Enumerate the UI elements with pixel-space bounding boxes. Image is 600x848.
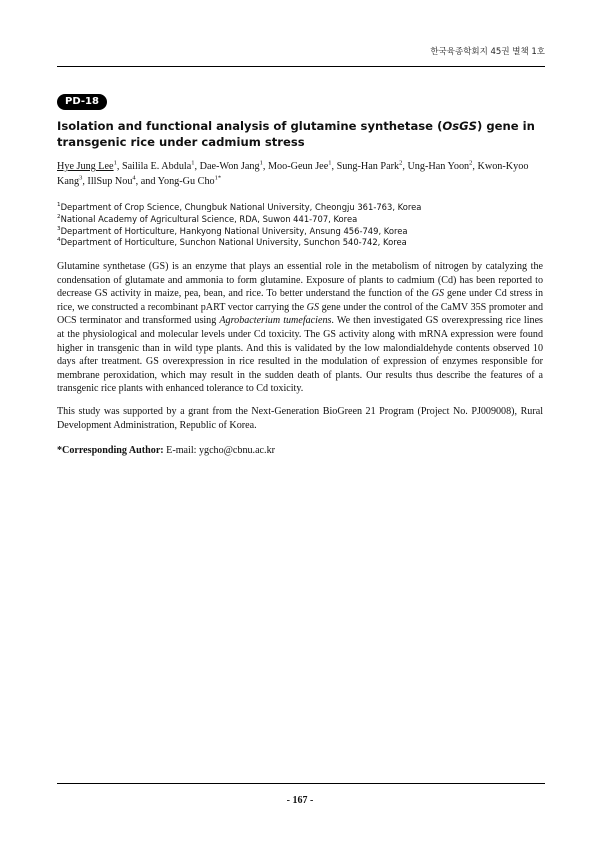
author-affiliation-marker: 2 — [469, 159, 473, 167]
affiliation-text: Department of Crop Science, Chungbuk National University, Cheongju 361-763, Korea — [60, 202, 422, 212]
abstract-text-4: . We then investigated GS overexpressing rice lines at the physiological and molecular levels under Cd toxicity. The GS activity along with mRNA expression were found higher in transgenic than in wild type plants. And this is validated by the low malondialdehyde contents observed 10 days after treatment. GS overexpression in rice resulted in the modulation of expression of enzymes responsible for membrane peroxidation, which may result in the sudden death of plants. Our results thus describe the features of a transgenic rice plants with enhanced tolerance to Cd toxicity. — [57, 315, 543, 395]
author-affiliation-marker: 2 — [399, 159, 403, 167]
affiliation-number: 4 — [57, 237, 61, 244]
affiliation-text: Department of Horticulture, Hankyong National University, Ansung 456-749, Korea — [60, 225, 408, 236]
author-name: Kwon-Kyoo Kang — [57, 161, 529, 187]
author-affiliation-marker: 1 — [259, 159, 263, 167]
affiliation-text: Department of Horticulture, Sunchon National University, Sunchon 540-742, Korea — [60, 237, 407, 248]
corresponding-author-email: E-mail: ygcho@cbnu.ac.kr — [163, 445, 275, 456]
abstract-id-badge: PD-18 — [57, 94, 107, 110]
author-separator: , — [116, 161, 122, 172]
author-affiliation-marker: 1 — [328, 159, 332, 167]
author-separator: , — [194, 161, 200, 172]
affiliation-list — [57, 202, 543, 249]
author-affiliation-marker: 1* — [214, 174, 222, 182]
author-separator: , — [82, 175, 88, 187]
affiliation-number: 3 — [57, 225, 61, 232]
affiliation-text: National Academy of Agricultural Science, RDA, Suwon 441-707, Korea — [60, 213, 358, 224]
author-name: Dae-Won Jang — [199, 161, 260, 172]
abstract-gene-gs-2: GS — [306, 301, 319, 313]
author-separator: , — [472, 161, 478, 172]
author-list — [57, 160, 545, 189]
author-name: Sailila E. Abdula — [121, 161, 192, 172]
author-separator: , — [262, 161, 268, 172]
author-name: Sung-Han Park — [336, 161, 400, 172]
author-affiliation-marker: 1 — [191, 159, 195, 167]
affiliation-number: 1 — [57, 202, 61, 209]
abstract-body — [57, 260, 543, 396]
author-affiliation-marker: 3 — [79, 174, 83, 182]
affiliation-item — [57, 214, 543, 226]
affiliation-item — [57, 237, 543, 249]
author-name: Yong-Gu Cho — [157, 175, 215, 187]
author-separator: , — [331, 161, 337, 172]
author-separator: , and — [135, 175, 158, 187]
page-number: - 167 - — [286, 795, 314, 806]
abstract-text-3: gene under the control of the CaMV 35S promoter and OCS terminator and transformed using — [57, 301, 543, 327]
author-name: Moo-Geun Jee — [267, 161, 329, 172]
author-name: Ung-Han Yoon — [407, 161, 470, 172]
affiliation-item — [57, 226, 543, 238]
title-part-2: ) gene in transgenic rice under cadmium stress — [57, 119, 535, 149]
title-gene-name: OsGS — [442, 119, 478, 133]
header-rule — [57, 66, 545, 67]
author-name: IllSup Nou — [87, 175, 133, 187]
footer-rule — [57, 783, 545, 784]
running-head: 한국육종학회지 45권 별책 1호 — [430, 47, 545, 57]
affiliation-number: 2 — [57, 214, 61, 220]
abstract-text-2: gene under Cd stress in rice, we constructed a recombinant pART vector carrying the — [57, 288, 544, 313]
abstract-species-name: Agrobacterium tumefaciens — [219, 315, 332, 327]
paper-title — [57, 118, 543, 150]
funding-statement: This study was supported by a grant from the Next-Generation BioGreen 21 Program (Project No. PJ009008), Rural Development Administration, Republic of Korea. — [57, 406, 543, 431]
affiliation-item — [57, 202, 543, 214]
corresponding-author — [57, 444, 543, 458]
title-part-1: Isolation and functional analysis of glutamine synthetase ( — [57, 119, 443, 133]
author-name: Hye Jung Lee — [57, 161, 114, 172]
abstract-gene-gs-1: GS — [431, 288, 445, 300]
author-affiliation-marker: 4 — [132, 174, 136, 182]
author-affiliation-marker: 1 — [113, 159, 117, 167]
author-separator: , — [402, 161, 408, 172]
corresponding-author-label: *Corresponding Author: — [57, 445, 164, 456]
abstract-text-1: Glutamine synthetase (GS) is an enzyme that plays an essential role in the metabolism of nitrogen by catalyzing the condensation of glutamate and ammonia to form glutamine. Exposure of plants to cadmium (Cd) has been reported to decrease GS activity in maize, pea, bean, and rice. To better understand the function of the — [57, 261, 543, 300]
